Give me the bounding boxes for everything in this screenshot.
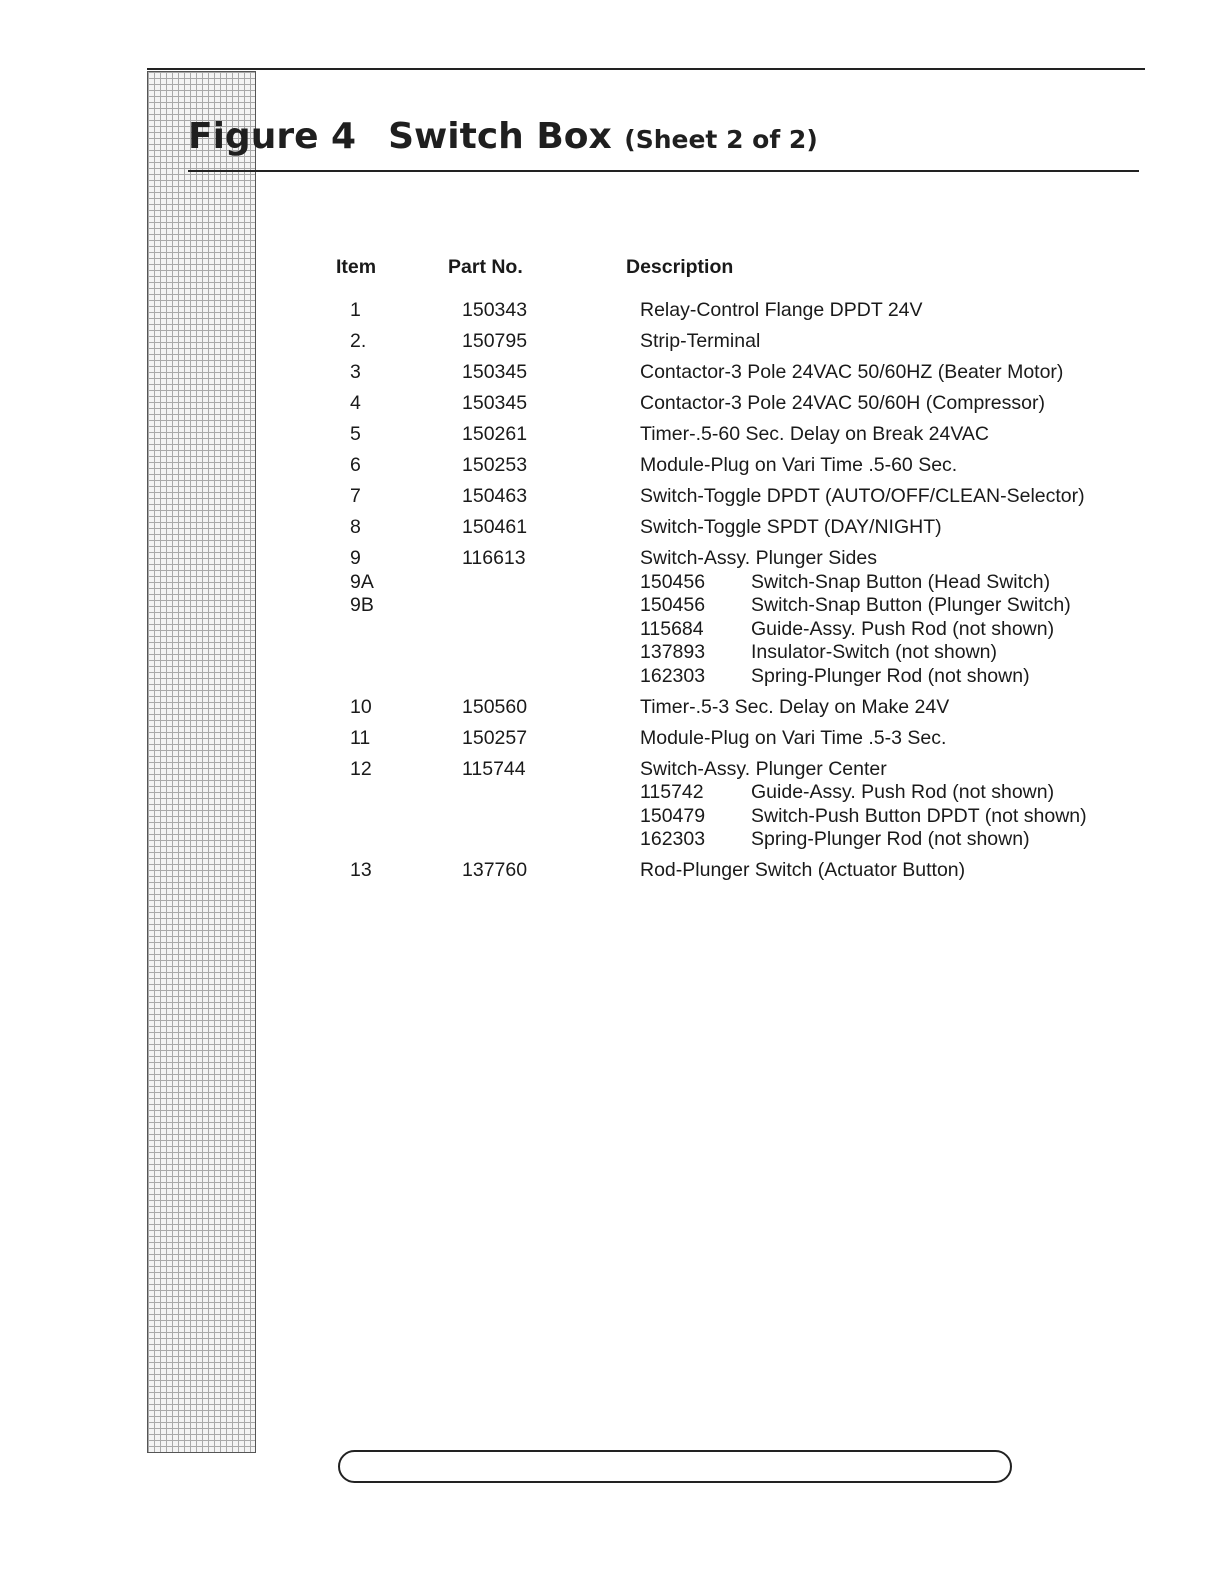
item-cell xyxy=(336,727,462,751)
item-number: 4 xyxy=(350,392,361,414)
item-number: 11 xyxy=(350,726,371,749)
description-cell xyxy=(640,392,1126,416)
footer-bar xyxy=(338,1450,1012,1483)
description-cell xyxy=(640,454,1126,478)
sub-part-line xyxy=(640,828,1126,852)
description-cell xyxy=(640,330,1126,354)
item-cell xyxy=(336,485,462,509)
description-text: Timer-.5-3 Sec. Delay on Make 24V xyxy=(640,695,950,718)
item-number: 7 xyxy=(350,485,361,507)
description-cell xyxy=(640,299,1126,323)
sub-part-description: Switch-Push Button DPDT (not shown) xyxy=(751,804,1087,827)
sub-part-line xyxy=(640,594,1126,618)
description-text: Module-Plug on Vari Time .5-60 Sec. xyxy=(640,454,958,476)
description-text: Rod-Plunger Switch (Actuator Button) xyxy=(640,859,966,881)
description-text: Module-Plug on Vari Time .5-3 Sec. xyxy=(640,726,947,749)
table-row xyxy=(336,392,1126,416)
sub-part-number: 150456 xyxy=(640,570,706,593)
description-text: Switch-Toggle DPDT (AUTO/OFF/CLEAN-Selector) xyxy=(640,485,1085,507)
sub-part-description: Switch-Snap Button (Plunger Switch) xyxy=(751,594,1071,616)
part-number-cell: 115744 xyxy=(462,757,526,780)
part-number-cell: 137760 xyxy=(462,859,528,881)
description-text: Relay-Control Flange DPDT 24V xyxy=(640,299,923,321)
part-number-cell: 150795 xyxy=(462,330,528,352)
sub-part-description: Switch-Snap Button (Head Switch) xyxy=(751,570,1051,593)
part-number-cell: 150463 xyxy=(462,485,528,507)
item-number: 12 xyxy=(350,757,372,780)
table-row xyxy=(336,454,1126,478)
page-title xyxy=(188,112,818,165)
table-row xyxy=(336,485,1126,509)
sub-part-line xyxy=(640,641,1126,665)
description-text: Contactor-3 Pole 24VAC 50/60H (Compressor) xyxy=(640,392,1045,414)
table-row xyxy=(336,859,1126,883)
title-rule xyxy=(188,170,1139,172)
sub-part-description: Insulator-Switch (not shown) xyxy=(751,641,998,663)
description-cell xyxy=(640,423,1126,447)
grid-margin-decoration xyxy=(147,71,256,1453)
item-number: 9 xyxy=(350,547,361,569)
sub-part-line xyxy=(640,805,1126,829)
figure-name: Switch Box xyxy=(388,116,612,157)
table-body xyxy=(336,299,1126,883)
description-text: Strip-Terminal xyxy=(640,330,761,352)
item-cell xyxy=(336,361,462,385)
sub-part-number: 115684 xyxy=(640,617,704,640)
part-number-cell: 150560 xyxy=(462,695,528,718)
description-cell xyxy=(640,859,1126,883)
part-number-cell: 150345 xyxy=(462,361,528,383)
table-row xyxy=(336,516,1126,540)
description-text: Switch-Assy. Plunger Center xyxy=(640,757,887,780)
item-cell xyxy=(336,392,462,416)
top-rule xyxy=(147,68,1145,70)
description-text: Contactor-3 Pole 24VAC 50/60HZ (Beater Motor) xyxy=(640,361,1064,383)
sub-item-number: 9A xyxy=(350,570,374,593)
description-text: Switch-Assy. Plunger Sides xyxy=(640,547,877,569)
table-row xyxy=(336,361,1126,385)
description-cell xyxy=(640,696,1126,720)
description-text: Switch-Toggle SPDT (DAY/NIGHT) xyxy=(640,516,942,538)
item-number: 5 xyxy=(350,423,361,445)
part-number-cell: 150461 xyxy=(462,516,528,538)
sub-part-description: Spring-Plunger Rod (not shown) xyxy=(751,828,1030,850)
item-number: 13 xyxy=(350,859,372,881)
part-number-cell: 150345 xyxy=(462,392,528,414)
sub-part-number: 162303 xyxy=(640,828,706,850)
table-row xyxy=(336,758,1126,852)
sub-part-line xyxy=(640,665,1126,689)
item-cell xyxy=(336,423,462,447)
item-number: 8 xyxy=(350,516,361,538)
sub-part-number: 162303 xyxy=(640,664,706,687)
header-part-no: Part No. xyxy=(448,256,523,278)
table-row xyxy=(336,696,1126,720)
item-cell xyxy=(336,299,462,323)
table-row xyxy=(336,727,1126,751)
sub-part-description: Guide-Assy. Push Rod (not shown) xyxy=(751,617,1055,640)
description-cell xyxy=(640,547,1126,688)
sub-part-number: 150456 xyxy=(640,594,706,616)
item-cell xyxy=(336,547,462,688)
description-text: Timer-.5-60 Sec. Delay on Break 24VAC xyxy=(640,423,989,445)
header-description: Description xyxy=(626,256,734,278)
item-cell xyxy=(336,516,462,540)
item-cell xyxy=(336,859,462,883)
description-cell xyxy=(640,485,1126,509)
table-row xyxy=(336,423,1126,447)
part-number-cell: 150257 xyxy=(462,726,528,749)
table-row xyxy=(336,330,1126,354)
header-item: Item xyxy=(336,256,377,278)
part-number-cell: 150343 xyxy=(462,299,528,321)
figure-label: Figure 4 xyxy=(188,116,357,157)
item-number: 10 xyxy=(350,695,372,718)
description-cell xyxy=(640,758,1126,852)
sub-part-number: 115742 xyxy=(640,781,704,803)
sub-part-number: 137893 xyxy=(640,641,706,663)
item-cell xyxy=(336,330,462,354)
description-cell xyxy=(640,516,1126,540)
description-cell xyxy=(640,361,1126,385)
description-cell xyxy=(640,727,1126,751)
parts-table xyxy=(336,252,1126,883)
item-cell xyxy=(336,696,462,720)
sub-part-line xyxy=(640,571,1126,595)
item-number: 3 xyxy=(350,361,361,383)
sub-part-number: 150479 xyxy=(640,804,706,827)
sub-part-line xyxy=(640,781,1126,805)
sheet-label: (Sheet 2 of 2) xyxy=(624,125,818,154)
part-number-cell: 150261 xyxy=(462,423,528,445)
item-cell xyxy=(336,758,462,852)
item-number: 1 xyxy=(350,299,361,321)
table-row xyxy=(336,547,1126,688)
sub-item-number: 9B xyxy=(350,594,374,616)
table-row xyxy=(336,299,1126,323)
table-header xyxy=(336,252,1126,284)
part-number-cell: 116613 xyxy=(462,547,526,569)
sub-part-line xyxy=(640,618,1126,642)
part-number-cell: 150253 xyxy=(462,454,528,476)
item-number: 6 xyxy=(350,454,361,476)
item-cell xyxy=(336,454,462,478)
sub-part-description: Spring-Plunger Rod (not shown) xyxy=(751,664,1030,687)
sub-part-description: Guide-Assy. Push Rod (not shown) xyxy=(751,781,1055,803)
item-number: 2. xyxy=(350,330,367,352)
